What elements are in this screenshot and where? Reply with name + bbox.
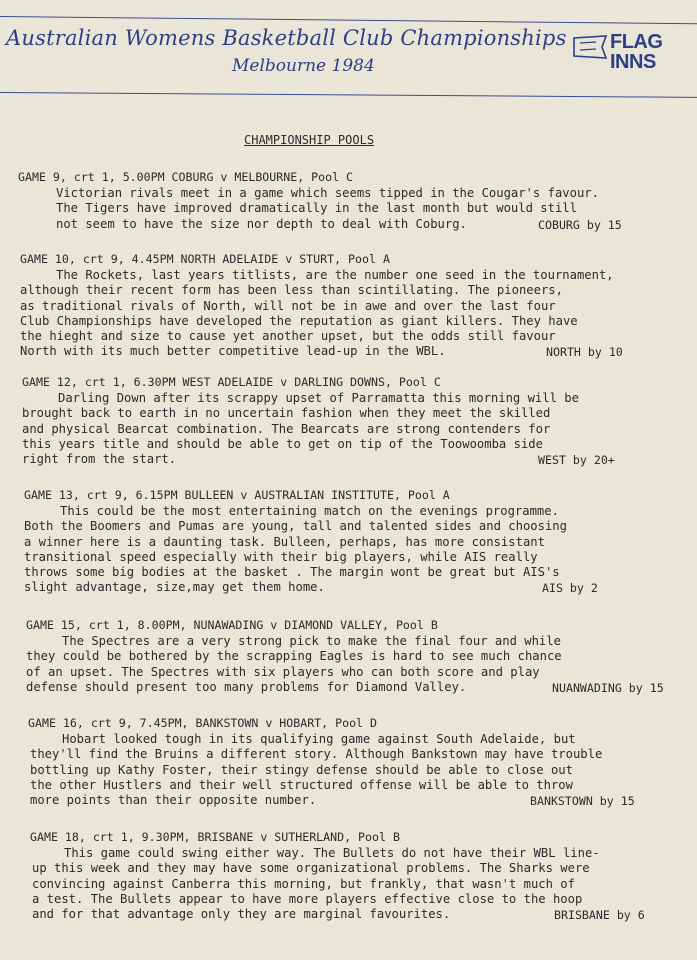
preview-text-line: they'll find the Bruins a different story. Although Bankstown may have trouble [30,747,603,762]
preview-text-line: more points than their opposite number. [30,793,317,807]
prediction: BANKSTOWN by 15 [530,794,635,808]
preview-text-line: and physical Bearcat combination. The Bearcats are strong contenders for [22,421,551,436]
preview-text-line: throws some big bodies at the basket . The margin wont be great but AIS's [24,565,560,579]
preview-text-line: the hieght and size to cause yet another upset, but the odds still favour [20,329,556,343]
game-header: GAME 9, crt 1, 5.00PM COBURG v MELBOURNE, Pool C [18,170,354,184]
preview-text-line: The Spectres are a very strong pick to make the final four and while [62,634,561,649]
preview-text-line: Hobart looked tough in its qualifying game against South Adelaide, but [62,732,576,747]
preview-text-line: transitional speed especially with their big players, while AIS really [24,549,538,564]
prediction: COBURG by 15 [538,217,622,232]
prediction: NORTH by 10 [546,345,623,360]
preview-text-line: right from the start. [22,452,177,466]
preview-text-line: Both the Boomers and Pumas are young, tall and talented sides and choosing [24,519,567,534]
prediction: NUANWADING by 15 [552,680,664,695]
document-title: Australian Womens Basketball Club Championships [6,26,567,50]
game-header: GAME 12, crt 1, 6.30PM WEST ADELAIDE v DARLING DOWNS, Pool C [22,375,441,389]
game-header: GAME 16, crt 9, 7.45PM, BANKSTOWN v HOBART, Pool D [28,716,378,730]
logo-line-1: FLAG [610,31,663,53]
preview-text-line: and for that advantage only they are marginal favourites. [32,907,451,921]
preview-text-line: Victorian rivals meet in a game which seems tipped in the Cougar's favour. [56,186,599,201]
preview-text-line: they could be bothered by the scrapping Eagles is hard to see much chance [26,649,562,664]
preview-text-line: the other Hustlers and their well structured offense will be able to throw [30,777,573,792]
prediction: WEST by 20+ [538,453,615,467]
prediction: BRISBANE by 6 [554,908,645,922]
preview-text-line: up this week and they may have some organizational problems. The Sharks were [32,861,590,876]
prediction: AIS by 2 [542,581,598,596]
preview-text-line: bottling up Kathy Foster, their stingy defense should be able to close out [30,762,573,777]
game-header: GAME 13, crt 9, 6.15PM BULLEEN v AUSTRALIAN INSTITUTE, Pool A [24,488,450,502]
preview-text-line: not seem to have the size nor depth to deal with Coburg. [56,216,467,231]
preview-text-line: North with its much better competitive lead-up in the WBL. [20,344,446,359]
section-heading: CHAMPIONSHIP POOLS [244,133,375,147]
document-subtitle: Melbourne 1984 [232,56,375,76]
logo-line-2: INNS [610,51,656,73]
preview-text-line: a test. The Bullets appear to have more players effective close to the hoop [32,891,583,906]
preview-text-line: convincing against Canberra this morning, but frankly, that wasn't much of [32,876,575,891]
game-header: GAME 15, crt 1, 8.00PM, NUNAWADING v DIAMOND VALLEY, Pool B [26,618,438,632]
preview-text-line: although their recent form has been less than scintillating. The pioneers, [20,283,563,298]
preview-text-line: Club Championships have developed the reputation as giant killers. They have [20,313,578,328]
preview-text-line: as traditional rivals of North, will not be in awe and over the last four [20,298,556,313]
preview-text-line: This could be the most entertaining match on the evenings programme. [60,504,559,519]
preview-text-line: slight advantage, size,may get them home. [24,580,325,595]
preview-text-line: a winner here is a daunting task. Bulleen, perhaps, has more consistant [24,534,545,549]
preview-text-line: of an upset. The Spectres with six players who can both score and play [26,664,540,679]
preview-text-line: The Tigers have improved dramatically in the last month but would still [56,201,577,216]
game-header: GAME 18, crt 1, 9.30PM, BRISBANE v SUTHERLAND, Pool B [30,830,400,844]
game-header: GAME 10, crt 9, 4.45PM NORTH ADELAIDE v STURT, Pool A [20,252,390,266]
preview-text-line: brought back to earth in no uncertain fashion when they meet the skilled [22,406,551,421]
preview-text-line: This game could swing either way. The Bullets do not have their WBL line- [64,846,600,861]
preview-text-line: The Rockets, last years titlists, are the number one seed in the tournament, [56,268,614,283]
preview-text-line: Darling Down after its scrappy upset of Parramatta this morning will be [58,391,579,406]
preview-text-line: defense should present too many problems for Diamond Valley. [26,679,467,694]
preview-text-line: this years title and should be able to get on tip of the Toowoomba side [22,436,543,451]
